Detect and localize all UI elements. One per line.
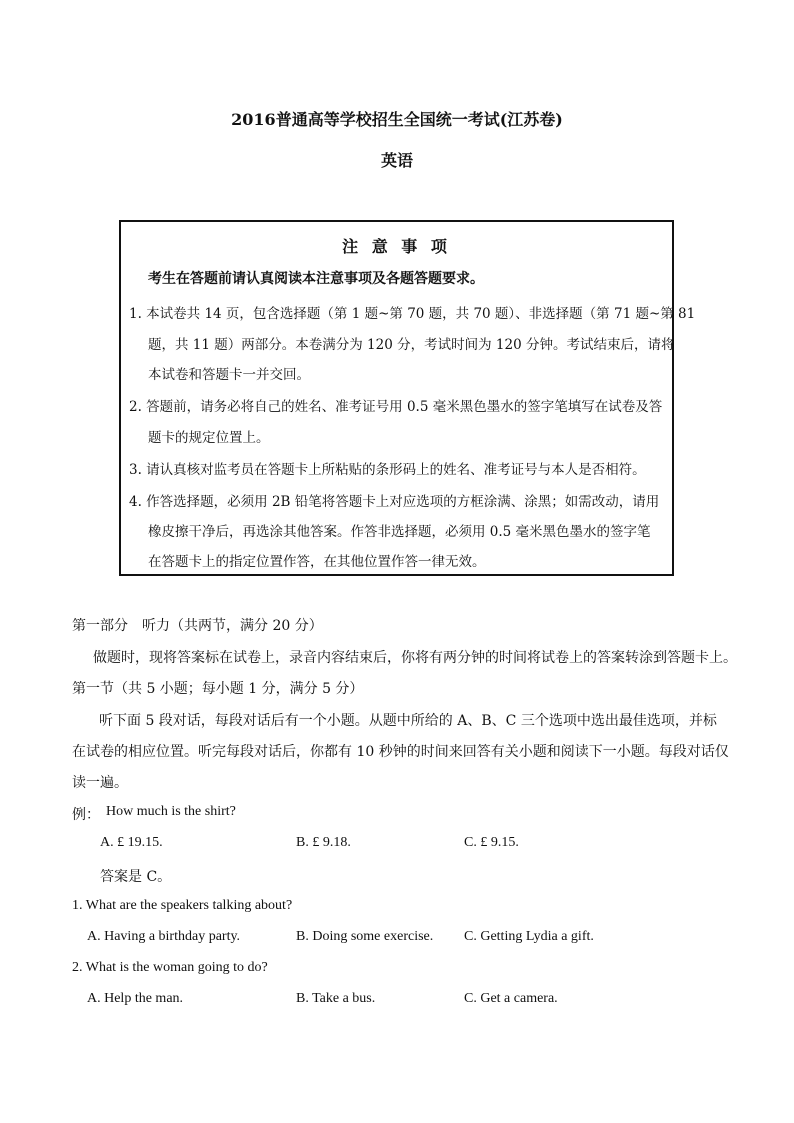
- question-1-option-b: B. Doing some exercise.: [296, 929, 434, 944]
- question-1-option-c: C. Getting Lydia a gift.: [464, 929, 594, 944]
- exam-subject: 英语: [380, 151, 413, 170]
- notice-item-1-line-1: 1. 本试卷共 14 页，包含选择题（第 1 题~第 70 题，共 70 题）、非选择题（第 71 题~第 81: [129, 306, 696, 322]
- sub-instruction-line-3: 读一遍。: [72, 775, 128, 791]
- sub-instruction-line-1: 听下面 5 段对话，每段对话后有一个小题。从题中所给的 A、B、C 三个选项中选出最佳选项，并标: [99, 713, 717, 729]
- sub-instruction-line-2: 在试卷的相应位置。听完每段对话后，你都有 10 秒钟的时间来回答有关小题和阅读下一小题。每段对话仅: [72, 744, 729, 760]
- notice-item-4-line-3: 在答题卡上的指定位置作答，在其他位置作答一律无效。: [148, 554, 486, 570]
- example-label: 例：: [72, 807, 100, 823]
- notice-item-4-line-2: 橡皮擦干净后，再选涂其他答案。作答非选择题，必须用 0.5 毫米黑色墨水的签字笔: [148, 524, 651, 540]
- part-title: 第一部分 听力（共两节，满分 20 分）: [72, 618, 323, 634]
- question-2-option-b: B. Take a bus.: [296, 991, 376, 1006]
- notice-item-3-line-1: 3. 请认真核对监考员在答题卡上所粘贴的条形码上的姓名、准考证号与本人是否相符。: [129, 462, 646, 478]
- exam-title: 2016普通高等学校招生全国统一考试(江苏卷): [231, 110, 563, 129]
- example-answer: 答案是 C。: [100, 869, 172, 885]
- part-instruction: 做题时，现将答案标在试卷上，录音内容结束后，你将有两分钟的时间将试卷上的答案转涂到答题卡上。: [93, 650, 737, 666]
- notice-box: [119, 220, 696, 576]
- example-question: How much is the shirt?: [106, 804, 236, 819]
- question-2-option-a: A. Help the man.: [87, 991, 184, 1006]
- notice-item-4-line-1: 4. 作答选择题，必须用 2B 铅笔将答题卡上对应选项的方框涂满、涂黑；如需改动，请用: [129, 494, 660, 510]
- question-1: 1. What are the speakers talking about?: [72, 898, 293, 913]
- notice-item-1-line-3: 本试卷和答题卡一并交回。: [148, 367, 310, 383]
- notice-item-2-line-2: 题卡的规定位置上。: [148, 430, 270, 446]
- question-2-option-c: C. Get a camera.: [464, 991, 558, 1006]
- example-option-b: B. £ 9.18.: [296, 835, 351, 850]
- sub-section-title: 第一节（共 5 小题；每小题 1 分，满分 5 分）: [72, 681, 364, 697]
- notice-item-2-line-1: 2. 答题前，请务必将自己的姓名、准考证号用 0.5 毫米黑色墨水的签字笔填写在试卷及答: [129, 399, 663, 415]
- question-1-option-a: A. Having a birthday party.: [87, 929, 241, 944]
- notice-item-1-line-2: 题，共 11 题）两部分。本卷满分为 120 分，考试时间为 120 分钟。考试结束后，请将: [148, 337, 675, 353]
- notice-intro: 考生在答题前请认真阅读本注意事项及各题答题要求。: [148, 271, 484, 287]
- notice-heading: 注 意 事 项: [342, 237, 451, 256]
- example-option-a: A. £ 19.15.: [100, 835, 163, 850]
- example-option-c: C. £ 9.15.: [464, 835, 519, 850]
- question-2: 2. What is the woman going to do?: [72, 960, 268, 975]
